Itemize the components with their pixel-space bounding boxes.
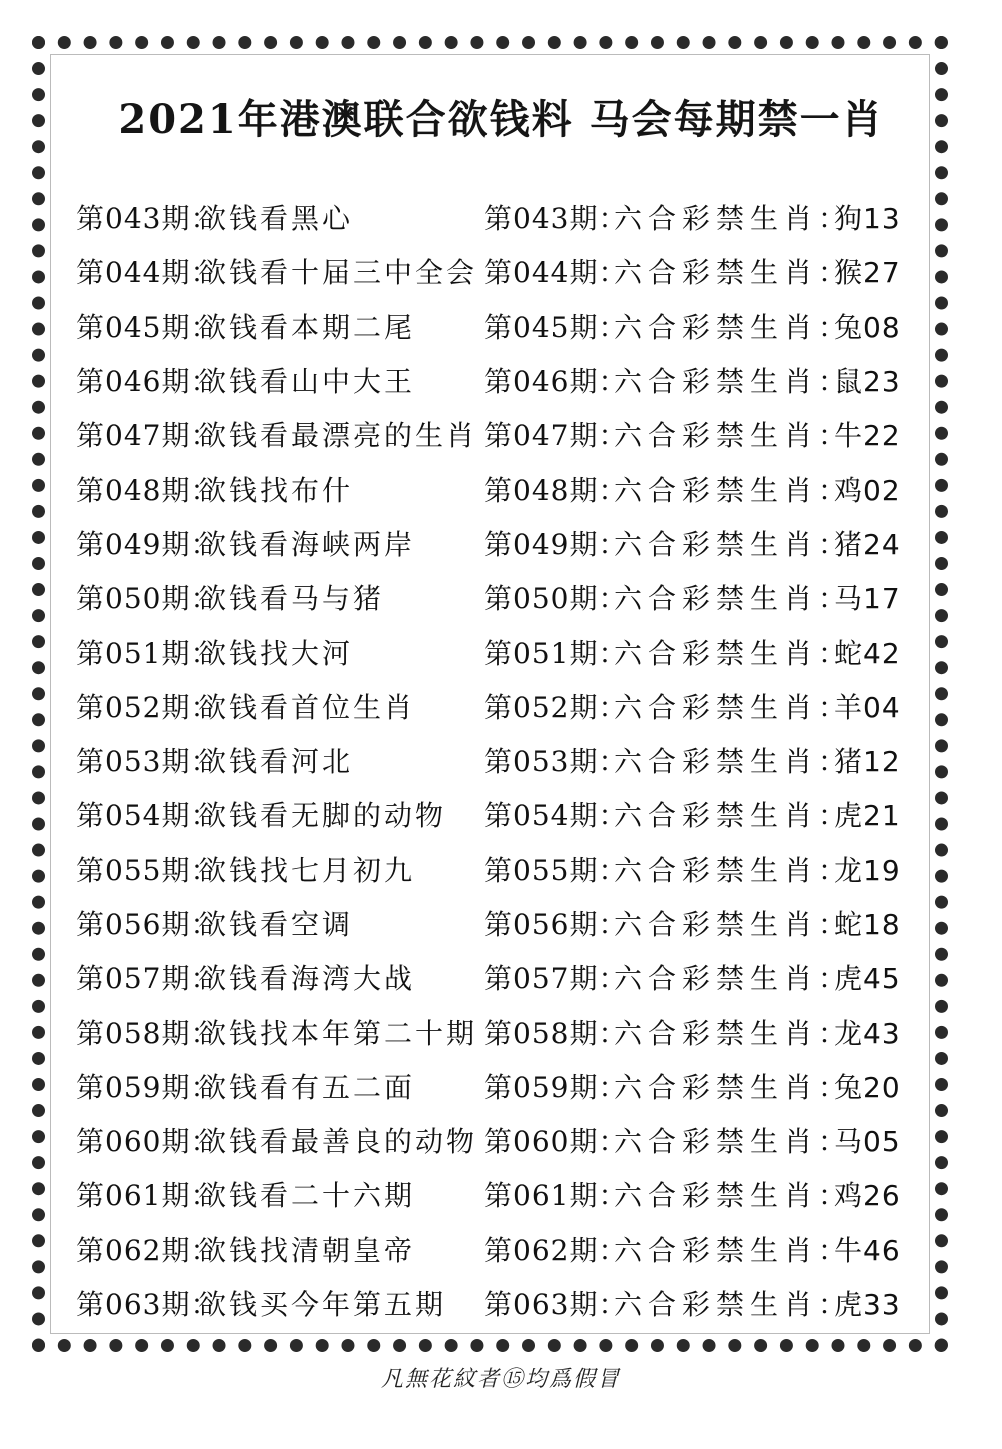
period-label: 第053期： [484,745,628,779]
period-label: 第059期： [484,1070,628,1104]
hint-column [76,306,484,346]
result-column [484,523,901,563]
hint-column [76,1283,484,1323]
hint-text: 欲钱看有五二面 [198,1070,416,1104]
result-column [484,1066,901,1106]
list-item [76,1276,916,1330]
period-label: 第050期： [484,582,628,616]
hint-column [76,957,484,997]
zodiac-result: 虎45 [834,962,901,996]
zodiac-result: 猴27 [834,256,901,290]
result-column [484,794,901,834]
hint-column [76,577,484,617]
hint-text: 欲钱看黑心 [198,202,354,236]
result-column [484,577,901,617]
list-item [76,1113,916,1167]
period-label: 第058期： [76,1016,220,1050]
period-label: 第063期： [76,1288,220,1322]
result-column [484,1283,901,1323]
zodiac-result: 虎21 [834,799,901,833]
period-label: 第051期： [76,636,220,670]
forbidden-zodiac-label: 六合彩禁生肖： [614,419,853,453]
forbidden-zodiac-label: 六合彩禁生肖： [614,310,853,344]
hint-text: 欲钱找布什 [198,473,354,507]
period-label: 第062期： [484,1233,628,1267]
hint-text: 欲钱看山中大王 [198,365,416,399]
zodiac-result: 牛22 [834,419,901,453]
result-column [484,1012,901,1052]
result-column [484,686,901,726]
forbidden-zodiac-label: 六合彩禁生肖： [614,582,853,616]
period-label: 第054期： [484,799,628,833]
hint-column [76,1229,484,1269]
period-label: 第047期： [484,419,628,453]
hint-column [76,740,484,780]
zodiac-result: 兔08 [834,310,901,344]
result-column [484,1120,901,1160]
hint-text: 欲钱看首位生肖 [198,690,416,724]
period-label: 第058期： [484,1016,628,1050]
period-label: 第055期： [76,853,220,887]
list-item [76,516,916,570]
forbidden-zodiac-label: 六合彩禁生肖： [614,1125,853,1159]
forbidden-zodiac-label: 六合彩禁生肖： [614,1016,853,1050]
list-item [76,1059,916,1113]
result-column [484,251,901,291]
forbidden-zodiac-label: 六合彩禁生肖： [614,365,853,399]
period-label: 第047期： [76,419,220,453]
list-item [76,1167,916,1221]
hint-column [76,1120,484,1160]
hint-text: 欲钱买今年第五期 [198,1288,447,1322]
list-item [76,461,916,515]
hint-column [76,360,484,400]
hint-text: 欲钱看空调 [198,908,354,941]
forbidden-zodiac-label: 六合彩禁生肖： [614,908,853,941]
list-item [76,679,916,733]
result-column [484,414,901,454]
period-label: 第049期： [76,527,220,561]
hint-column [76,794,484,834]
list-item [76,244,916,298]
list-item [76,407,916,461]
period-label: 第061期： [484,1179,628,1213]
list-item [76,624,916,678]
forbidden-zodiac-label: 六合彩禁生肖： [614,799,853,833]
hint-text: 欲钱看马与猪 [198,582,385,616]
hint-text: 欲钱看最漂亮的生肖 [198,419,478,453]
hint-column [76,251,484,291]
forbidden-zodiac-label: 六合彩禁生肖： [614,962,853,996]
result-column [484,957,901,997]
hint-text: 欲钱看二十六期 [198,1179,416,1213]
forbidden-zodiac-label: 六合彩禁生肖： [614,1288,853,1322]
zodiac-result: 猪24 [834,527,901,561]
period-label: 第048期： [76,473,220,507]
result-column [484,1229,901,1269]
zodiac-result: 龙19 [834,853,901,887]
period-label: 第062期： [76,1233,220,1267]
period-label: 第056期： [484,908,628,941]
zodiac-result: 鸡26 [834,1179,901,1213]
hint-text: 欲钱找大河 [198,636,354,670]
forbidden-zodiac-label: 六合彩禁生肖： [614,527,853,561]
forbidden-zodiac-label: 六合彩禁生肖： [614,853,853,887]
period-label: 第057期： [484,962,628,996]
hint-text: 欲钱看无脚的动物 [198,799,447,833]
period-label: 第048期： [484,473,628,507]
zodiac-result: 牛46 [834,1233,901,1267]
result-column [484,632,901,672]
period-label: 第043期： [76,202,220,236]
result-column [484,306,901,346]
forbidden-zodiac-label: 六合彩禁生肖： [614,256,853,290]
forbidden-zodiac-label: 六合彩禁生肖： [614,1179,853,1213]
zodiac-result: 马17 [834,582,901,616]
list-item [76,896,916,950]
hint-column [76,1066,484,1106]
period-label: 第055期： [484,853,628,887]
list-item [76,1222,916,1276]
zodiac-result: 蛇42 [834,636,901,670]
period-label: 第049期： [484,527,628,561]
hint-text: 欲钱看最善良的动物 [198,1125,478,1159]
hint-text: 欲钱找清朝皇帝 [198,1233,416,1267]
period-label: 第043期： [484,202,628,236]
period-label: 第063期： [484,1288,628,1322]
hint-text: 欲钱看十届三中全会 [198,256,478,290]
hint-text: 欲钱看海湾大战 [198,962,416,996]
zodiac-result: 羊04 [834,690,901,724]
period-label: 第046期： [484,365,628,399]
period-label: 第054期： [76,799,220,833]
hint-text: 欲钱找七月初九 [198,853,416,887]
zodiac-result: 鼠23 [834,365,901,399]
forbidden-zodiac-label: 六合彩禁生肖： [614,636,853,670]
hint-text: 欲钱看海峡两岸 [198,527,416,561]
prediction-list [76,190,916,1330]
hint-text: 欲钱找本年第二十期 [198,1016,478,1050]
result-column [484,740,901,780]
hint-column [76,903,484,943]
period-label: 第060期： [76,1125,220,1159]
forbidden-zodiac-label: 六合彩禁生肖： [614,202,853,236]
period-label: 第044期： [76,256,220,290]
hint-column [76,469,484,509]
list-item [76,842,916,896]
zodiac-result: 狗13 [834,202,901,236]
period-label: 第061期： [76,1179,220,1213]
result-column [484,903,901,943]
forbidden-zodiac-label: 六合彩禁生肖： [614,1233,853,1267]
period-label: 第045期： [484,310,628,344]
list-item [76,299,916,353]
list-item [76,787,916,841]
list-item [76,733,916,787]
list-item [76,950,916,1004]
hint-column [76,632,484,672]
period-label: 第046期： [76,365,220,399]
period-label: 第044期： [484,256,628,290]
hint-column [76,523,484,563]
period-label: 第053期： [76,745,220,779]
hint-text: 欲钱看本期二尾 [198,310,416,344]
forbidden-zodiac-label: 六合彩禁生肖： [614,473,853,507]
page-title: 2021年港澳联合欲钱料 马会每期禁一肖 [118,96,884,143]
forbidden-zodiac-label: 六合彩禁生肖： [614,745,853,779]
list-item [76,353,916,407]
result-column [484,1174,901,1214]
zodiac-result: 猪12 [834,745,901,779]
footer-note: 凡無花紋者⑮均爲假冒 [380,1367,621,1392]
period-label: 第057期： [76,962,220,996]
result-column [484,849,901,889]
hint-text: 欲钱看河北 [198,745,354,779]
forbidden-zodiac-label: 六合彩禁生肖： [614,1070,853,1104]
period-label: 第060期： [484,1125,628,1159]
zodiac-result: 蛇18 [834,908,901,941]
forbidden-zodiac-label: 六合彩禁生肖： [614,690,853,724]
zodiac-result: 鸡02 [834,473,901,507]
hint-column [76,414,484,454]
list-item [76,190,916,244]
hint-column [76,849,484,889]
period-label: 第052期： [484,690,628,724]
period-label: 第045期： [76,310,220,344]
hint-column [76,1174,484,1214]
hint-column [76,1012,484,1052]
hint-column [76,197,484,237]
period-label: 第051期： [484,636,628,670]
result-column [484,197,901,237]
list-item [76,570,916,624]
period-label: 第052期： [76,690,220,724]
period-label: 第050期： [76,582,220,616]
list-item [76,1004,916,1058]
zodiac-result: 兔20 [834,1070,901,1104]
zodiac-result: 虎33 [834,1288,901,1322]
period-label: 第056期： [76,908,220,941]
hint-column [76,686,484,726]
zodiac-result: 龙43 [834,1016,901,1050]
result-column [484,360,901,400]
period-label: 第059期： [76,1070,220,1104]
zodiac-result: 马05 [834,1125,901,1159]
result-column [484,469,901,509]
